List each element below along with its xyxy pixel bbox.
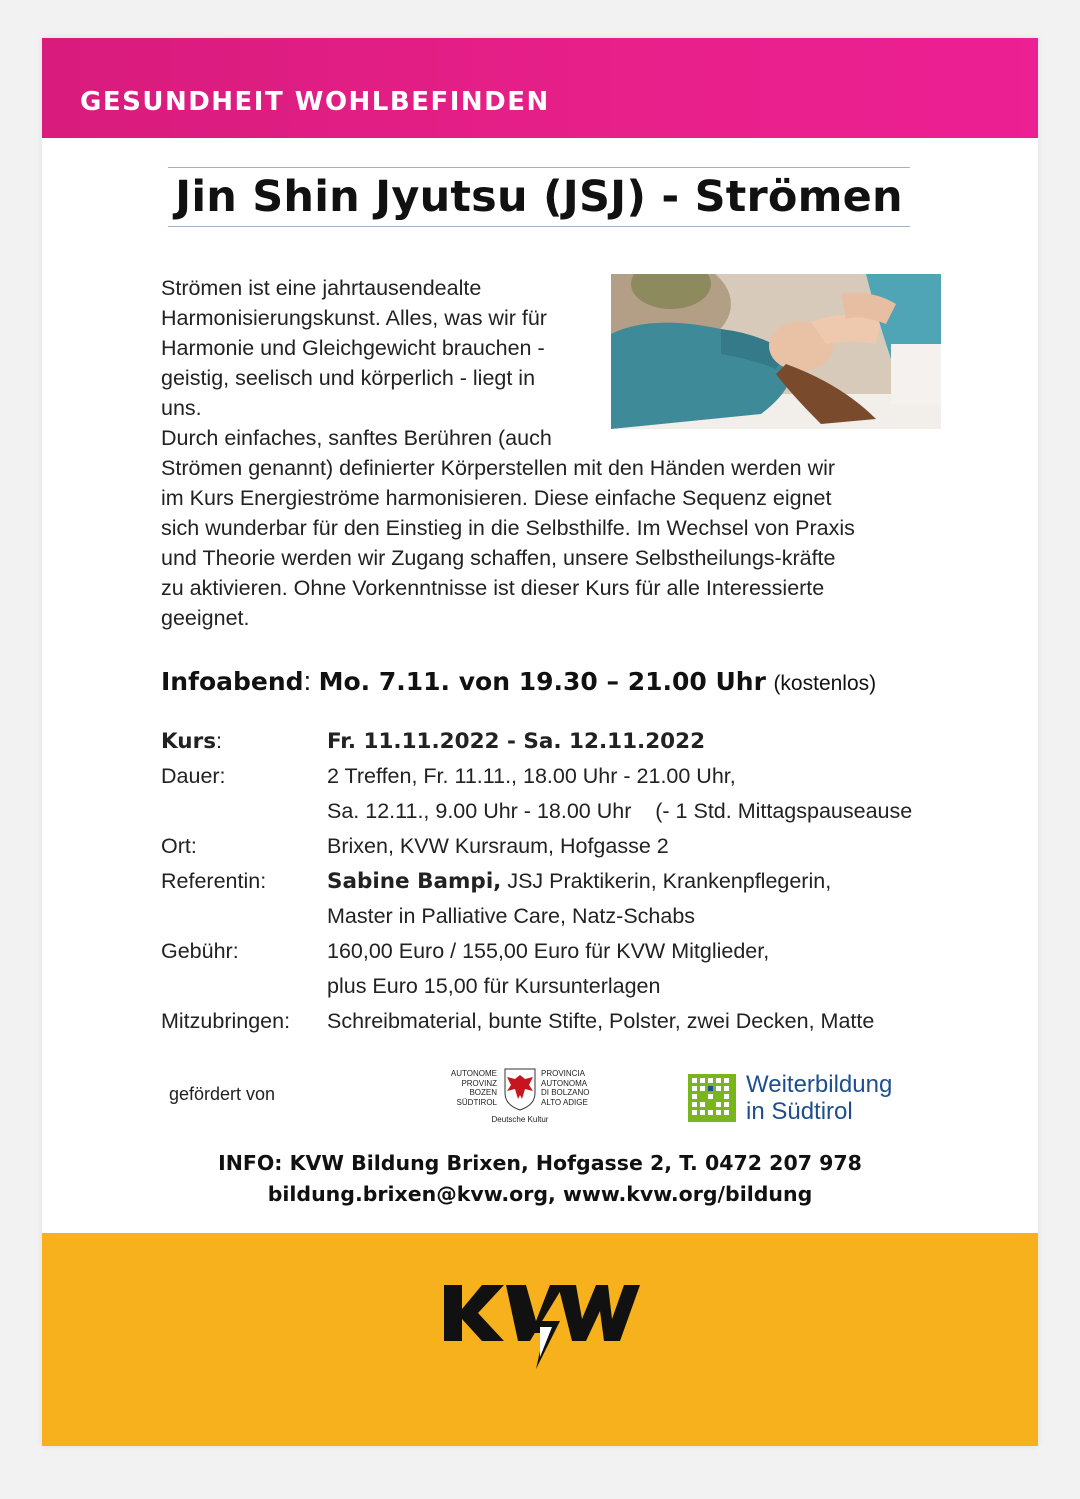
- province-text-it: PROVINCIA AUTONOMA DI BOLZANO ALTO ADIGE: [541, 1069, 590, 1107]
- infoabend-label: Infoabend: [161, 667, 304, 696]
- referentin-name: Sabine Bampi,: [327, 869, 502, 894]
- flyer: [42, 38, 1038, 1446]
- province-subtitle: Deutsche Kultur: [491, 1115, 549, 1124]
- mitzubringen-label: Mitzubringen:: [161, 1009, 291, 1033]
- detail-row-kurs: [161, 724, 1021, 759]
- weiterbildung-logo: [688, 1071, 928, 1123]
- detail-row-referentin-2: [161, 899, 1021, 934]
- title-box: [168, 167, 910, 227]
- detail-row-gebuehr-2: [161, 969, 1021, 1004]
- detail-row-dauer: [161, 759, 1021, 794]
- kurs-colon: :: [216, 729, 222, 753]
- kvw-logo: [440, 1279, 640, 1379]
- referentin-label: Referentin:: [161, 869, 267, 893]
- intro-line: im Kurs Energieströme harmonisieren. Diese einfache Sequenz eignet: [161, 486, 832, 510]
- intro-line: Durch einfaches, sanftes Berühren (auch: [161, 426, 552, 450]
- contact-line-1: INFO: KVW Bildung Brixen, Hofgasse 2, T. 0472 207 978: [218, 1151, 862, 1175]
- intro-line: Strömen genannt) definierter Körperstellen mit den Händen werden wir: [161, 456, 836, 480]
- header-band: [42, 38, 1038, 138]
- category-heading: GESUNDHEIT WOHLBEFINDEN: [80, 87, 550, 117]
- sponsor-label: gefördert von: [169, 1084, 276, 1104]
- intro-line: geeignet.: [161, 606, 250, 630]
- footer-band: [42, 1233, 1038, 1446]
- detail-row-ort: [161, 829, 1021, 864]
- gebuehr-value-1: 160,00 Euro / 155,00 Euro für KVW Mitglieder,: [327, 939, 770, 963]
- gebuehr-value-2: plus Euro 15,00 für Kursunterlagen: [327, 974, 661, 998]
- intro-line: Strömen ist eine jahrtausendealte: [161, 276, 482, 300]
- intro-line: Harmonie und Gleichgewicht brauchen -: [161, 336, 545, 360]
- intro-text: [161, 273, 921, 633]
- dauer-value-1: 2 Treffen, Fr. 11.11., 18.00 Uhr - 21.00 Uhr,: [327, 764, 736, 788]
- referentin-role-2: Master in Palliative Care, Natz-Schabs: [327, 904, 696, 928]
- weiterbildung-text: Weiterbildung in Südtirol: [746, 1071, 893, 1125]
- intro-line: geistig, seelisch und körperlich - liegt in: [161, 366, 536, 390]
- intro-line: Harmonisierungskunst. Alles, was wir für: [161, 306, 547, 330]
- gebuehr-label: Gebühr:: [161, 939, 239, 963]
- intro-paragraph-wide: [161, 453, 921, 633]
- intro-line: uns.: [161, 396, 202, 420]
- dauer-label: Dauer:: [161, 764, 226, 788]
- province-logo: [440, 1065, 600, 1127]
- kurs-value: Fr. 11.11.2022 - Sa. 12.11.2022: [327, 729, 706, 754]
- eagle-crest-icon: [502, 1067, 538, 1111]
- infoabend-note: (kostenlos): [773, 672, 877, 695]
- detail-row-mitzubringen: [161, 1004, 1021, 1039]
- mitzubringen-value: Schreibmaterial, bunte Stifte, Polster, zwei Decken, Matte: [327, 1009, 875, 1033]
- course-title: Jin Shin Jyutsu (JSJ) - Strömen: [175, 172, 903, 222]
- infoabend-line: [161, 666, 981, 697]
- detail-row-dauer-2: [161, 794, 1021, 829]
- intro-line: sich wunderbar für den Einstieg in die Selbsthilfe. Im Wechsel von Praxis: [161, 516, 855, 540]
- ort-label: Ort:: [161, 834, 197, 858]
- contact-line-2: bildung.brixen@kvw.org, www.kvw.org/bildung: [267, 1182, 813, 1206]
- detail-row-gebuehr: [161, 934, 1021, 969]
- dauer-value-2: Sa. 12.11., 9.00 Uhr - 18.00 Uhr (- 1 Std. Mittagspauseause: [327, 799, 913, 823]
- referentin-role: JSJ Praktikerin, Krankenpflegerin,: [501, 869, 832, 893]
- weiterbildung-grid-icon: [688, 1074, 736, 1122]
- infoabend-colon: :: [303, 666, 312, 696]
- course-details: [161, 724, 1021, 1039]
- province-text-de: AUTONOME PROVINZ BOZEN SÜDTIROL: [450, 1069, 497, 1107]
- intro-line: zu aktivieren. Ohne Vorkenntnisse ist dieser Kurs für alle Interessierte: [161, 576, 825, 600]
- detail-row-referentin: [161, 864, 1021, 899]
- intro-line: und Theorie werden wir Zugang schaffen, unsere Selbstheilungs-kräfte: [161, 546, 836, 570]
- intro-paragraph: [161, 273, 591, 453]
- ort-value: Brixen, KVW Kursraum, Hofgasse 2: [327, 834, 669, 858]
- kurs-label: Kurs: [161, 729, 216, 754]
- contact-info: [42, 1148, 1038, 1210]
- infoabend-date: Mo. 7.11. von 19.30 – 21.00 Uhr: [318, 667, 766, 696]
